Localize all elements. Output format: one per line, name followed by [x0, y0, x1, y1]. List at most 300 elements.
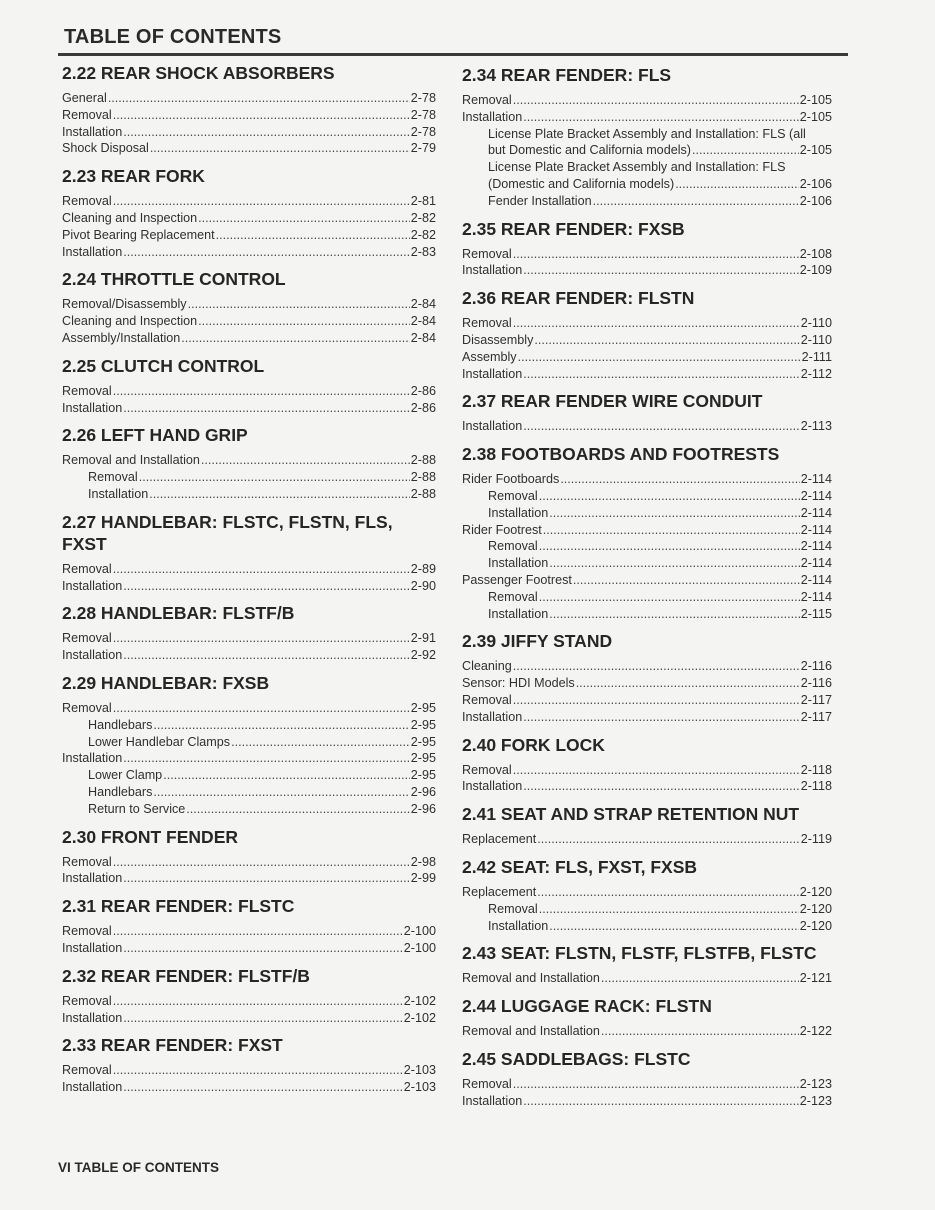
toc-section: [458, 287, 832, 382]
toc-entry[interactable]: [488, 589, 832, 606]
toc-entry[interactable]: [62, 870, 436, 887]
section-title[interactable]: 2.43 SEAT: FLSTN, FLSTF, FLSTFB, FLSTC: [462, 943, 817, 964]
dot-leader: [601, 970, 799, 987]
toc-entry[interactable]: [462, 692, 832, 709]
toc-entry-page: 2-84: [410, 330, 436, 345]
section-title[interactable]: 2.27 HANDLEBAR: FLSTC, FLSTN, FLS, FXST: [62, 511, 393, 554]
toc-entry-page: 2-114: [800, 472, 832, 487]
toc-entry[interactable]: [488, 555, 832, 572]
toc-entry-page: 2-96: [410, 801, 436, 816]
toc-entry-label: but Domestic and California models): [488, 143, 691, 158]
section-title[interactable]: 2.34 REAR FENDER: FLS: [462, 65, 672, 85]
section-title[interactable]: 2.23 REAR FORK: [62, 166, 205, 187]
toc-entry[interactable]: [488, 538, 832, 555]
dot-leader: [198, 313, 410, 330]
toc-entry-label: Removal/Disassembly: [62, 297, 187, 312]
toc-section: [458, 1048, 832, 1110]
toc-entry[interactable]: [462, 471, 832, 488]
dot-leader: [113, 993, 403, 1010]
dot-leader: [113, 1062, 403, 1079]
toc-section: [58, 268, 436, 346]
section-title[interactable]: 2.25 CLUTCH CONTROL: [62, 355, 265, 376]
toc-entry[interactable]: [62, 993, 436, 1010]
dot-leader: [523, 109, 799, 126]
toc-entry[interactable]: [462, 572, 832, 589]
toc-entry-label: Installation: [488, 505, 549, 520]
toc-entry[interactable]: [62, 124, 436, 141]
toc-entry-label: Removal and Installation: [462, 1024, 600, 1039]
toc-entry-label: Lower Clamp: [88, 768, 163, 783]
toc-entry-page: 2-82: [410, 227, 436, 242]
toc-entry[interactable]: [462, 262, 832, 279]
dot-leader: [181, 330, 409, 347]
toc-entry[interactable]: [462, 1023, 832, 1040]
toc-entry[interactable]: [62, 193, 436, 210]
toc-entry[interactable]: [462, 658, 832, 675]
toc-entry-label: (Domestic and California models): [488, 176, 675, 191]
toc-entry-page: 2-88: [410, 470, 436, 485]
toc-entry[interactable]: [88, 469, 436, 486]
dot-leader: [123, 1079, 403, 1096]
toc-entry[interactable]: [488, 193, 832, 210]
toc-entry-label: Installation: [462, 366, 523, 381]
toc-entry-label: Removal and Installation: [62, 453, 200, 468]
dot-leader: [601, 1023, 799, 1040]
dot-leader: [523, 418, 800, 435]
toc-entry-label: Fender Installation: [488, 193, 592, 208]
section-title[interactable]: 2.28 HANDLEBAR: FLSTF/B: [62, 603, 295, 624]
toc-entry[interactable]: [462, 970, 832, 987]
toc-entry[interactable]: [462, 1093, 832, 1110]
toc-entry-page: 2-105: [799, 109, 832, 124]
toc-entry[interactable]: [88, 784, 436, 801]
toc-entry[interactable]: [88, 734, 436, 751]
section-title[interactable]: 2.26 LEFT HAND GRIP: [62, 425, 248, 446]
toc-entry-label: Removal: [488, 901, 538, 916]
toc-entry-page: 2-99: [410, 871, 436, 886]
toc-entry[interactable]: [462, 522, 832, 539]
toc-entry-page: 2-120: [799, 901, 832, 916]
section-title[interactable]: 2.32 REAR FENDER: FLSTF/B: [62, 965, 310, 986]
toc-entry-label: Removal: [462, 246, 512, 261]
toc-entry-page: 2-103: [403, 1080, 436, 1095]
toc-entry[interactable]: [62, 227, 436, 244]
toc-entry-page: 2-81: [410, 194, 436, 209]
dot-leader: [163, 767, 410, 784]
toc-entry-page: 2-122: [799, 1024, 832, 1039]
page-footer: VI TABLE OF CONTENTS: [58, 1160, 219, 1175]
toc-entry[interactable]: [488, 176, 832, 193]
toc-entry-page: 2-114: [800, 522, 832, 537]
toc-entry-label: Removal: [462, 762, 512, 777]
dot-leader: [513, 1076, 799, 1093]
toc-entry-label: Removal: [62, 107, 112, 122]
section-title[interactable]: 2.31 REAR FENDER: FLSTC: [62, 896, 295, 917]
dot-leader: [523, 778, 800, 795]
toc-section: [458, 856, 832, 934]
toc-entry-page: 2-86: [410, 400, 436, 415]
toc-entry-page: 2-112: [800, 366, 832, 381]
toc-entry[interactable]: [462, 332, 832, 349]
toc-entry-label: Installation: [462, 109, 523, 124]
toc-section: [58, 165, 436, 260]
toc-entry-page: 2-98: [410, 854, 436, 869]
toc-entry[interactable]: [462, 709, 832, 726]
dot-leader: [113, 383, 410, 400]
toc-entry[interactable]: [88, 717, 436, 734]
dot-leader: [518, 349, 801, 366]
dot-leader: [534, 332, 799, 349]
toc-section: [58, 672, 436, 818]
toc-entry[interactable]: [62, 854, 436, 871]
toc-entry[interactable]: [62, 107, 436, 124]
toc-entry-page: 2-78: [410, 124, 436, 139]
toc-entry-page: 2-95: [410, 751, 436, 766]
dot-leader: [513, 92, 799, 109]
toc-entry[interactable]: [462, 109, 832, 126]
toc-entry-label: Removal: [488, 589, 538, 604]
toc-entry[interactable]: [488, 606, 832, 623]
toc-entry[interactable]: [62, 140, 436, 157]
toc-entry[interactable]: [488, 901, 832, 918]
toc-entry-page: 2-95: [410, 717, 436, 732]
toc-entry[interactable]: [488, 918, 832, 935]
toc-entry[interactable]: [62, 750, 436, 767]
section-title[interactable]: 2.30 FRONT FENDER: [62, 826, 238, 847]
dot-leader: [198, 210, 410, 227]
toc-entry[interactable]: [462, 1076, 832, 1093]
toc-entry-label: Return to Service: [88, 801, 186, 816]
toc-entry[interactable]: [62, 578, 436, 595]
dot-leader: [231, 734, 410, 751]
toc-entry[interactable]: [62, 940, 436, 957]
toc-entry-label: Installation: [462, 709, 523, 724]
toc-entry[interactable]: [62, 90, 436, 107]
toc-entry[interactable]: [62, 1079, 436, 1096]
section-title[interactable]: 2.41 SEAT AND STRAP RETENTION NUT: [462, 804, 800, 825]
toc-entry-label: Installation: [62, 244, 123, 259]
toc-entry[interactable]: [62, 923, 436, 940]
section-title[interactable]: 2.29 HANDLEBAR: FXSB: [62, 672, 270, 693]
toc-entry-label: Sensor: HDI Models: [462, 676, 575, 691]
toc-entry[interactable]: [88, 801, 436, 818]
toc-entry-label-line[interactable]: License Plate Bracket Assembly and Installation: FLS (all: [488, 126, 806, 141]
dot-leader: [113, 107, 410, 124]
toc-entry-label: Handlebars: [88, 717, 153, 732]
toc-entry-page: 2-123: [799, 1076, 832, 1091]
toc-entry-page: 2-103: [403, 1063, 436, 1078]
dot-leader: [549, 606, 800, 623]
dot-leader: [108, 90, 410, 107]
toc-entry-page: 2-111: [801, 349, 832, 364]
toc-entry-page: 2-116: [800, 659, 832, 674]
toc-entry-page: 2-102: [403, 993, 436, 1008]
toc-entry[interactable]: [62, 383, 436, 400]
toc-entry[interactable]: [462, 778, 832, 795]
toc-entry-label: Shock Disposal: [62, 141, 149, 156]
dot-leader: [123, 578, 410, 595]
dot-leader: [675, 176, 799, 193]
toc-entry[interactable]: [62, 313, 436, 330]
dot-leader: [186, 801, 409, 818]
toc-entry-label: Rider Footrest: [462, 522, 542, 537]
toc-section: [458, 995, 832, 1040]
toc-entry[interactable]: [462, 92, 832, 109]
dot-leader: [549, 555, 800, 572]
dot-leader: [573, 572, 800, 589]
toc-entry-page: 2-106: [799, 176, 832, 191]
toc-entry-label: Removal: [62, 924, 112, 939]
toc-entry-page: 2-95: [410, 768, 436, 783]
toc-entry-label: Cleaning and Inspection: [62, 314, 198, 329]
toc-section: [58, 424, 436, 502]
toc-entry-label: General: [62, 91, 107, 105]
dot-leader: [513, 692, 800, 709]
toc-right-column: [458, 64, 832, 1117]
toc-section: [458, 734, 832, 796]
toc-entry-page: 2-88: [410, 486, 436, 501]
toc-entry-page: 2-84: [410, 297, 436, 312]
dot-leader: [123, 647, 410, 664]
toc-entry-label: Pivot Bearing Replacement: [62, 227, 215, 242]
dot-leader: [513, 658, 800, 675]
toc-entry-label: Installation: [62, 940, 123, 955]
toc-entry-label: Installation: [462, 419, 523, 434]
toc-entry-page: 2-86: [410, 383, 436, 398]
section-title[interactable]: 2.38 FOOTBOARDS AND FOOTRESTS: [462, 444, 780, 465]
toc-entry[interactable]: [88, 767, 436, 784]
toc-entry-page: 2-113: [800, 419, 832, 434]
toc-entry-label: Removal: [62, 631, 112, 646]
toc-entry-page: 2-118: [800, 779, 832, 794]
toc-entry-label: Handlebars: [88, 784, 153, 799]
toc-entry[interactable]: [62, 400, 436, 417]
toc-entry-page: 2-105: [799, 93, 832, 107]
dot-leader: [113, 193, 410, 210]
toc-entry-page: 2-114: [800, 572, 832, 587]
toc-section: [458, 942, 832, 987]
toc-entry-page: 2-95: [410, 734, 436, 749]
toc-entry-page: 2-120: [799, 918, 832, 933]
toc-entry-label: Installation: [62, 578, 123, 593]
toc-entry[interactable]: [462, 349, 832, 366]
toc-entry-label: Removal and Installation: [462, 971, 600, 986]
toc-entry[interactable]: [62, 700, 436, 717]
toc-entry-page: 2-89: [410, 561, 436, 576]
toc-entry[interactable]: [62, 647, 436, 664]
toc-section: [58, 62, 436, 157]
toc-entry-label: Installation: [488, 918, 549, 933]
toc-entry-page: 2-95: [410, 700, 436, 715]
toc-entry-label: Replacement: [462, 884, 537, 899]
toc-entry[interactable]: [462, 762, 832, 779]
dot-leader: [123, 940, 403, 957]
section-title[interactable]: 2.35 REAR FENDER: FXSB: [462, 218, 685, 239]
dot-leader: [113, 854, 410, 871]
toc-entry-page: 2-96: [410, 784, 436, 799]
dot-leader: [513, 246, 799, 263]
toc-entry[interactable]: [62, 452, 436, 469]
toc-entry-label: Disassembly: [462, 332, 534, 347]
toc-entry-page: 2-116: [800, 676, 832, 691]
toc-entry[interactable]: [462, 315, 832, 332]
dot-leader: [149, 486, 410, 503]
dot-leader: [513, 762, 800, 779]
toc-entry[interactable]: [462, 246, 832, 263]
dot-leader: [523, 709, 800, 726]
toc-entry-page: 2-102: [403, 1010, 436, 1025]
toc-section: [458, 390, 832, 435]
toc-entry-page: 2-114: [800, 556, 832, 571]
toc-entry[interactable]: [462, 366, 832, 383]
dot-leader: [113, 700, 410, 717]
page-title: TABLE OF CONTENTS: [64, 26, 282, 48]
toc-section: [58, 965, 436, 1027]
toc-section: [458, 630, 832, 725]
section-title[interactable]: 2.24 THROTTLE CONTROL: [62, 269, 286, 290]
toc-entry-label: Cleaning: [462, 659, 512, 674]
toc-section: [458, 218, 832, 280]
toc-entry-label: Removal: [62, 854, 112, 869]
section-title[interactable]: 2.36 REAR FENDER: FLSTN: [462, 288, 695, 309]
toc-entry[interactable]: [462, 831, 832, 848]
toc-entry-label-line[interactable]: License Plate Bracket Assembly and Installation: FLS: [488, 160, 786, 175]
toc-entry-page: 2-110: [800, 316, 832, 331]
toc-section: [58, 1034, 436, 1096]
toc-entry[interactable]: [62, 210, 436, 227]
toc-entry-page: 2-100: [403, 940, 436, 955]
toc-entry[interactable]: [462, 675, 832, 692]
section-title[interactable]: 2.22 REAR SHOCK ABSORBERS: [62, 63, 335, 83]
toc-entry-page: 2-83: [410, 244, 436, 259]
dot-leader: [123, 244, 410, 261]
toc-entry-page: 2-92: [410, 648, 436, 663]
toc-entry-page: 2-105: [799, 143, 832, 158]
toc-entry-label: Removal: [488, 539, 538, 554]
toc-entry-page: 2-91: [410, 631, 436, 646]
toc-entry-label: Installation: [62, 1080, 123, 1095]
section-title[interactable]: 2.42 SEAT: FLS, FXST, FXSB: [462, 856, 698, 877]
toc-entry-label: Removal: [462, 692, 512, 707]
toc-entry-label: Installation: [62, 871, 123, 886]
dot-leader: [153, 717, 409, 734]
section-title[interactable]: 2.40 FORK LOCK: [462, 734, 605, 755]
toc-entry-label: Removal: [62, 1063, 112, 1078]
toc-entry-page: 2-82: [410, 210, 436, 225]
toc-left-column: [58, 62, 436, 1104]
toc-entry-label: Removal: [62, 993, 112, 1008]
toc-entry-label: Installation: [62, 1010, 123, 1025]
section-title[interactable]: 2.37 REAR FENDER WIRE CONDUIT: [462, 391, 763, 412]
toc-entry[interactable]: [62, 561, 436, 578]
section-title[interactable]: 2.44 LUGGAGE RACK: FLSTN: [462, 996, 712, 1017]
toc-entry-label: Removal: [62, 561, 112, 576]
dot-leader: [513, 315, 800, 332]
toc-entry[interactable]: [488, 142, 832, 159]
toc-entry-label: Removal: [62, 700, 112, 715]
toc-entry-page: 2-117: [800, 709, 832, 724]
toc-entry[interactable]: [62, 330, 436, 347]
dot-leader: [543, 522, 800, 539]
dot-leader: [123, 1010, 403, 1027]
toc-entry-label: Installation: [488, 556, 549, 571]
dot-leader: [539, 901, 799, 918]
toc-entry-label: Removal: [462, 1076, 512, 1091]
toc-entry-label: Lower Handlebar Clamps: [88, 734, 231, 749]
dot-leader: [216, 227, 410, 244]
dot-leader: [523, 366, 800, 383]
dot-leader: [576, 675, 800, 692]
dot-leader: [539, 538, 800, 555]
toc-entry[interactable]: [62, 1010, 436, 1027]
dot-leader: [153, 784, 409, 801]
toc-entry[interactable]: [488, 488, 832, 505]
dot-leader: [150, 140, 410, 157]
toc-entry-label: Removal: [488, 488, 538, 503]
toc-entry-page: 2-109: [799, 263, 832, 278]
toc-section: [58, 826, 436, 888]
toc-section: [58, 511, 436, 595]
toc-section: [58, 355, 436, 417]
section-title[interactable]: 2.39 JIFFY STAND: [462, 631, 613, 652]
dot-leader: [123, 750, 410, 767]
toc-entry[interactable]: [62, 296, 436, 313]
toc-entry-label: Installation: [62, 751, 123, 766]
toc-section: [458, 803, 832, 848]
toc-entry-page: 2-100: [403, 924, 436, 939]
dot-leader: [537, 831, 800, 848]
toc-entry[interactable]: [62, 1062, 436, 1079]
toc-section: [58, 602, 436, 664]
toc-entry[interactable]: [488, 505, 832, 522]
section-title[interactable]: 2.33 REAR FENDER: FXST: [62, 1035, 283, 1056]
toc-entry[interactable]: [462, 418, 832, 435]
dot-leader: [113, 923, 403, 940]
dot-leader: [560, 471, 799, 488]
toc-entry-page: 2-108: [799, 246, 832, 261]
dot-leader: [113, 561, 410, 578]
toc-entry-page: 2-114: [800, 539, 832, 554]
toc-entry-label: Assembly: [462, 349, 517, 364]
toc-section: [458, 443, 832, 622]
toc-entry-label: Replacement: [462, 832, 537, 847]
toc-entry-label: Cleaning and Inspection: [62, 210, 198, 225]
toc-entry-label: Assembly/Installation: [62, 330, 181, 345]
toc-entry-label: Installation: [62, 400, 123, 415]
toc-entry-page: 2-110: [800, 332, 832, 347]
section-title[interactable]: 2.45 SADDLEBAGS: FLSTC: [462, 1048, 691, 1069]
dot-leader: [201, 452, 410, 469]
toc-entry[interactable]: [62, 630, 436, 647]
toc-entry-label: Installation: [462, 1093, 523, 1108]
toc-entry-page: 2-121: [799, 971, 832, 986]
toc-entry-label: Removal: [62, 383, 112, 398]
toc-entry-page: 2-115: [800, 606, 832, 621]
dot-leader: [188, 296, 410, 313]
toc-entry[interactable]: [462, 884, 832, 901]
toc-entry[interactable]: [88, 486, 436, 503]
toc-entry-page: 2-123: [799, 1093, 832, 1108]
toc-entry[interactable]: [62, 244, 436, 261]
toc-entry-page: 2-117: [800, 692, 832, 707]
dot-leader: [139, 469, 410, 486]
toc-entry-page: 2-119: [800, 832, 832, 847]
toc-entry-page: 2-79: [410, 141, 436, 156]
toc-section: [458, 64, 832, 210]
toc-entry-label: Removal: [462, 316, 512, 331]
dot-leader: [523, 262, 799, 279]
toc-entry-page: 2-106: [799, 193, 832, 208]
